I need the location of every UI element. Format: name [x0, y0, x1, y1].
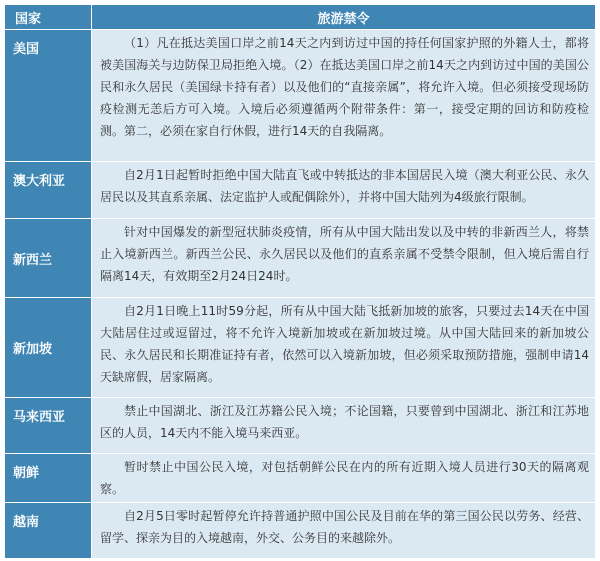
header-country: 国家 — [5, 5, 92, 30]
ban-cell — [92, 398, 596, 454]
table-row — [5, 398, 596, 454]
ban-text: 暂时禁止中国公民入境，对包括朝鲜公民在内的所有近期入境人员进行30天的隔离观察。 — [100, 460, 589, 496]
table-header-row — [5, 5, 596, 30]
country-cell: 朝鲜 — [5, 454, 92, 503]
ban-cell — [92, 454, 596, 503]
ban-text: （1）凡在抵达美国口岸之前14天之内到访过中国的持任何国家护照的外籍人士，都将被美国海关与边防保卫局拒绝入境。（2）在抵达美国口岸之前14天之内到访过中国的美国公民和永久居民（美国绿卡持有者）以及他们的“直接亲属”，将允许入境。但必须接受现场防疫检测无恙后方可入境。入境后必须遵循两个附带条件：第一，接受定期的回访和防疫检测。第二，必须在家自行休假，进行14天的自我隔离。 — [100, 36, 589, 138]
ban-cell — [92, 30, 596, 162]
ban-cell — [92, 298, 596, 398]
country-cell: 美国 — [5, 30, 92, 162]
header-travel-ban: 旅游禁令 — [92, 5, 596, 30]
ban-cell — [92, 503, 596, 559]
ban-text: 自2月1日起暂时拒绝中国大陆直飞或中转抵达的非本国居民入境（澳大利亚公民、永久居民以及其直系亲属、法定监护人或配偶除外），并将中国大陆列为4级旅行限制。 — [100, 168, 589, 204]
table-row — [5, 219, 596, 298]
ban-text: 禁止中国湖北、浙江及江苏籍公民入境；不论国籍，只要曾到中国湖北、浙江和江苏地区的人员，14天内不能入境马来西亚。 — [100, 404, 589, 440]
travel-ban-table-container — [4, 4, 596, 559]
ban-cell — [92, 162, 596, 219]
ban-text: 自2月5日零时起暂停允许持普通护照中国公民及目前在华的第三国公民以劳务、经营、留学、探亲为目的入境越南，外交、公务目的来越除外。 — [100, 509, 589, 545]
table-row — [5, 298, 596, 398]
country-cell: 澳大利亚 — [5, 162, 92, 219]
travel-ban-table — [4, 4, 596, 559]
country-cell: 新加坡 — [5, 298, 92, 398]
table-row — [5, 503, 596, 559]
country-cell: 越南 — [5, 503, 92, 559]
table-row — [5, 454, 596, 503]
country-cell: 马来西亚 — [5, 398, 92, 454]
table-row — [5, 162, 596, 219]
table-row — [5, 30, 596, 162]
ban-cell — [92, 219, 596, 298]
ban-text: 自2月1日晚上11时59分起，所有从中国大陆飞抵新加坡的旅客，只要过去14天在中国大陆居住过或逗留过，将不允许入境新加坡或在新加坡过境。从中国大陆回来的新加坡公民、永久居民和长期准证持有者，依然可以入境新加坡，但必须采取预防措施，强制申请14天缺席假，居家隔离。 — [100, 304, 589, 384]
ban-text: 针对中国爆发的新型冠状肺炎疫情，所有从中国大陆出发以及中转的非新西兰人，将禁止入境新西兰。新西兰公民、永久居民以及他们的直系亲属不受禁令限制，但入境后需自行隔离14天，有效期至2月24日24时。 — [100, 225, 589, 283]
country-cell: 新西兰 — [5, 219, 92, 298]
